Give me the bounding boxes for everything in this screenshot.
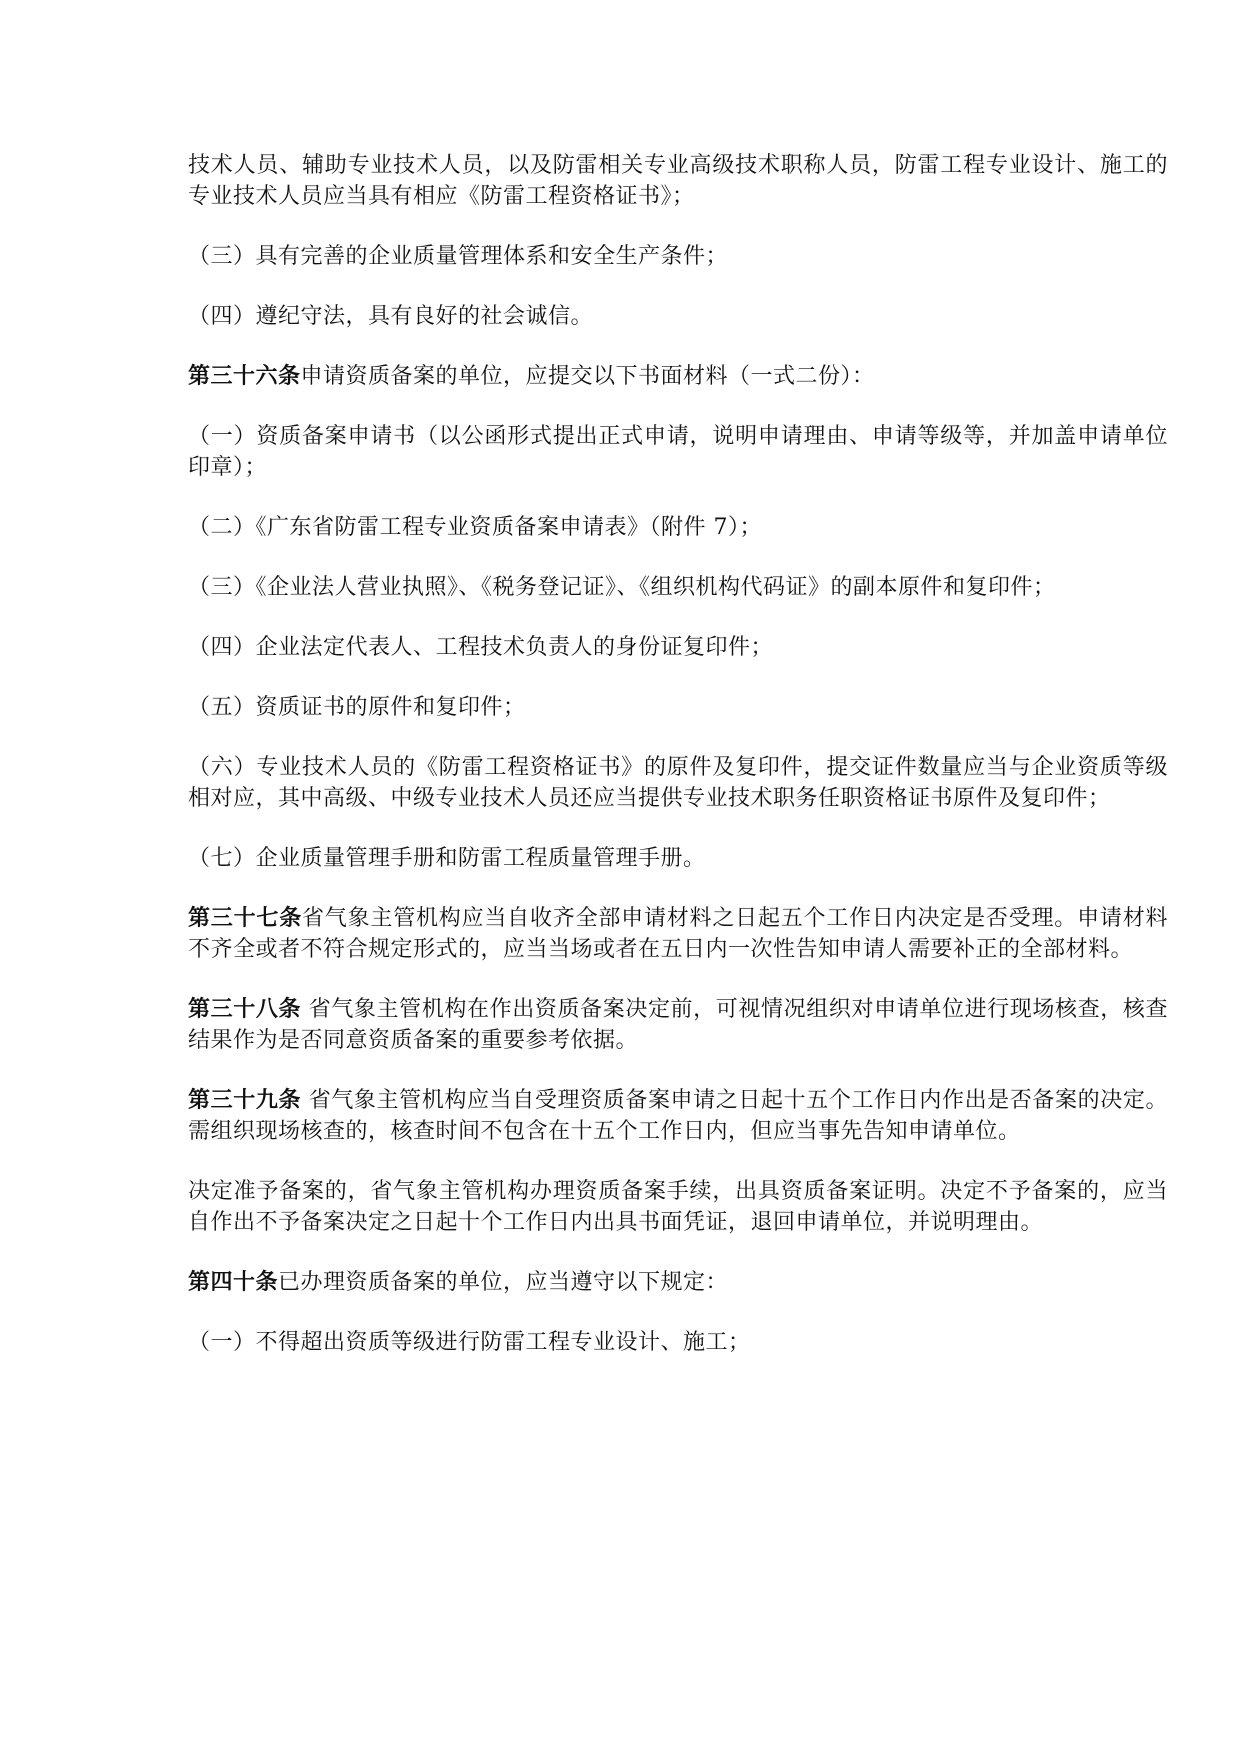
paragraph-text: （七）企业质量管理手册和防雷工程质量管理手册。 xyxy=(188,846,706,871)
paragraph-text: （六）专业技术人员的《防雷工程资格证书》的原件及复印件，提交证件数量应当与企业资质等级相对应，其中高级、中级专业技术人员还应当提供专业技术职务任职资格证书原件及复印件； xyxy=(188,755,1168,811)
paragraph-14 xyxy=(188,1085,1168,1147)
paragraph-16 xyxy=(188,1267,1168,1298)
paragraph-text: （二）《广东省防雷工程专业资质备案申请表》（附件 7）； xyxy=(188,515,762,540)
paragraph-17 xyxy=(188,1327,1168,1358)
paragraph-text: （三）具有完善的企业质量管理体系和安全生产条件； xyxy=(188,244,729,269)
paragraph-10 xyxy=(188,752,1168,814)
paragraph-text: （一）不得超出资质等级进行防雷工程专业设计、施工； xyxy=(188,1330,751,1355)
article-number: 第三十九条 xyxy=(188,1088,302,1113)
paragraph-text: （一）资质备案申请书（以公函形式提出正式申请，说明申请理由、申请等级等，并加盖申请单位印章）； xyxy=(188,424,1168,480)
paragraph-1 xyxy=(188,150,1168,212)
paragraph-8 xyxy=(188,632,1168,663)
article-number: 第三十六条 xyxy=(188,364,301,389)
article-number: 第三十八条 xyxy=(188,997,302,1022)
paragraph-text: 省气象主管机构应当自收齐全部申请材料之日起五个工作日内决定是否受理。申请材料不齐全或者不符合规定形式的，应当当场或者在五日内一次性告知申请人需要补正的全部材料。 xyxy=(188,906,1168,962)
paragraph-text: 省气象主管机构应当自受理资质备案申请之日起十五个工作日内作出是否备案的决定。需组织现场核查的，核查时间不包含在十五个工作日内，但应当事先告知申请单位。 xyxy=(188,1088,1168,1144)
paragraph-text: 决定准予备案的，省气象主管机构办理资质备案手续，出具资质备案证明。决定不予备案的，应当自作出不予备案决定之日起十个工作日内出具书面凭证，退回申请单位，并说明理由。 xyxy=(188,1179,1168,1235)
paragraph-text: （四）企业法定代表人、工程技术负责人的身份证复印件； xyxy=(188,635,774,660)
paragraph-text: 申请资质备案的单位，应提交以下书面材料（一式二份）： xyxy=(300,364,875,389)
paragraph-11 xyxy=(188,843,1168,874)
paragraph-3 xyxy=(188,301,1168,332)
paragraph-7 xyxy=(188,572,1168,603)
paragraph-text: （五）资质证书的原件和复印件； xyxy=(188,695,526,720)
paragraph-12 xyxy=(188,903,1168,965)
paragraph-13 xyxy=(188,994,1168,1056)
paragraph-text: 已办理资质备案的单位，应当遵守以下规定： xyxy=(278,1270,729,1295)
paragraph-text: 省气象主管机构在作出资质备案决定前，可视情况组织对申请单位进行现场核查，核查结果作为是否同意资质备案的重要参考依据。 xyxy=(188,997,1168,1053)
article-number: 第四十条 xyxy=(188,1270,279,1295)
paragraph-9 xyxy=(188,692,1168,723)
paragraph-5 xyxy=(188,421,1168,483)
paragraph-text: 技术人员、辅助专业技术人员，以及防雷相关专业高级技术职称人员，防雷工程专业设计、施工的专业技术人员应当具有相应《防雷工程资格证书》； xyxy=(188,153,1168,209)
paragraph-4 xyxy=(188,361,1168,392)
paragraph-6 xyxy=(188,512,1168,543)
document-page xyxy=(188,150,1168,1387)
paragraph-2 xyxy=(188,241,1168,272)
paragraph-15 xyxy=(188,1176,1168,1238)
article-number: 第三十七条 xyxy=(188,906,302,931)
paragraph-text: （三）《企业法人营业执照》、《税务登记证》、《组织机构代码证》的副本原件和复印件； xyxy=(188,575,1056,600)
paragraph-text: （四）遵纪守法，具有良好的社会诚信。 xyxy=(188,304,594,329)
